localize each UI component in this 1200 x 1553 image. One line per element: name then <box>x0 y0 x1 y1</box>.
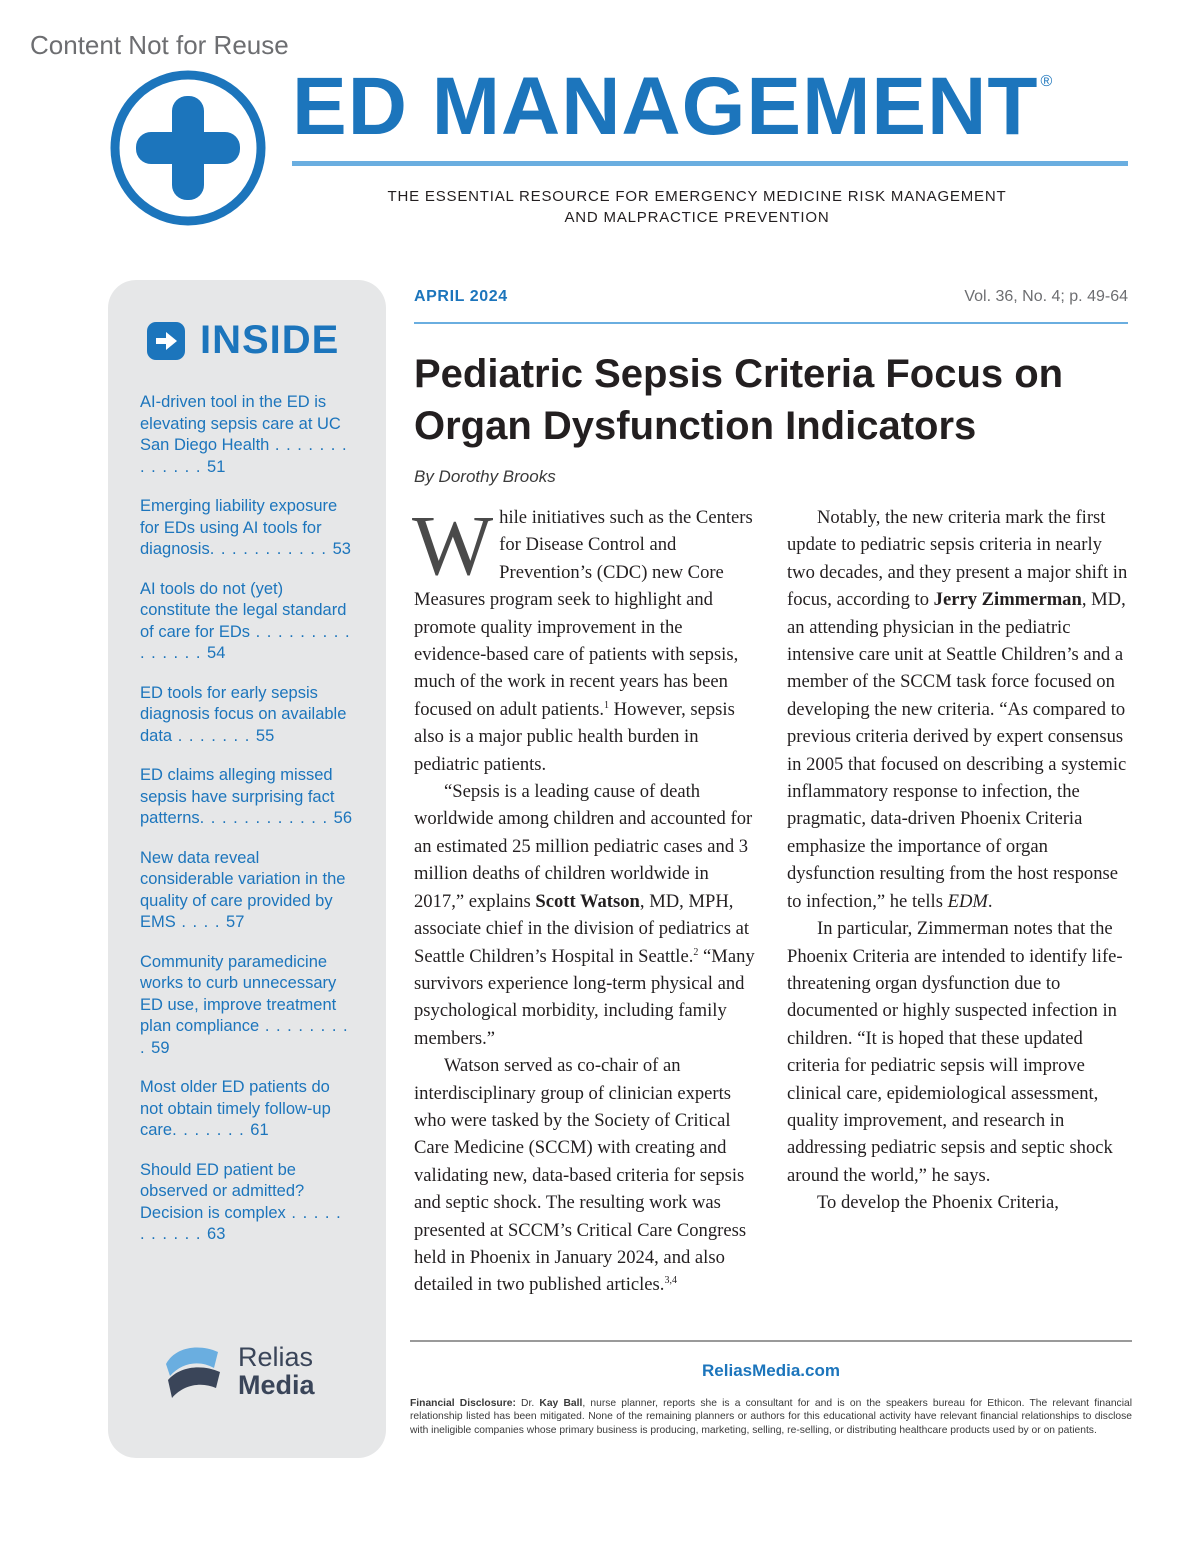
inside-toc-item[interactable]: AI-driven tool in the ED is elevating sepsis care at UC San Diego Health . . . . . . . . . . . . . 51 <box>140 393 348 476</box>
masthead-tagline: THE ESSENTIAL RESOURCE FOR EMERGENCY MEDICINE RISK MANAGEMENT AND MALPRACTICE PREVENTION <box>387 188 1007 226</box>
inside-toc-item[interactable]: Most older ED patients do not obtain timely follow-up care. . . . . . . 61 <box>140 1078 331 1139</box>
article-paragraph: Watson served as co-chair of an interdisciplinary group of clinician experts who were tasked by the Society of Critical Care Medicine (SCCM) with creating and validating new, data-based criteria for sepsis and septic shock. The resulting work was presented at SCCM’s Critical Care Congress held in Phoenix in January 2024, and also detailed in two published articles.$^{3,4}$ <box>414 1055 747 1296</box>
drop-cap: W <box>412 497 494 593</box>
inside-toc-item[interactable]: Should ED patient be observed or admitted? Decision is complex . . . . . . . . . . . 63 <box>140 1160 342 1243</box>
relias-mark-icon <box>162 1342 224 1400</box>
inside-sidebar <box>108 280 386 1458</box>
article-paragraph: While initiatives such as the Centers for Disease Control and Prevention’s (CDC) new Core Measures program seek to highlight and promote quality improvement in the evidence-based care of patients with sepsis, much of the work in recent years has been focused on adult patients.$^1$ However, sepsis also is a major public health burden in pediatric patients. <box>412 497 753 775</box>
masthead-title: ED MANAGEMENT ® <box>292 61 1054 152</box>
article-column-1 <box>412 497 756 1299</box>
person-name: Jerry Zimmerman <box>933 589 1082 611</box>
footer-rule <box>410 1340 1132 1342</box>
inside-toc-item[interactable]: ED tools for early sepsis diagnosis focus on available data . . . . . . . 55 <box>140 683 347 745</box>
inside-toc-item[interactable]: New data reveal considerable variation in the quality of care provided by EMS . . . . 57 <box>140 848 346 931</box>
issue-volume: Vol. 36, No. 4; p. 49-64 <box>964 288 1128 305</box>
medical-cross-logo-icon <box>108 68 268 228</box>
person-name: Scott Watson <box>535 890 640 912</box>
article-paragraph: To develop the Phoenix Criteria, <box>817 1192 1059 1214</box>
toc-page-number: 61 <box>250 1121 269 1139</box>
watermark-text: Content Not for Reuse <box>30 30 289 60</box>
inside-title: INSIDE <box>200 318 340 362</box>
header-rule <box>414 322 1128 324</box>
toc-page-number: 63 <box>207 1225 226 1243</box>
article-paragraph: Notably, the new criteria mark the first update to pediatric sepsis criteria in nearly two decades, and they present a major shift in focus, according to Jerry Zimmerman, MD, an attending physician in the pediatric intensive care unit at Seattle Children’s and a member of the SCCM task force focused on developing the new criteria. “As compared to previous criteria derived by expert consensus in 2005 that focused on describing a systemic inflammatory response to infection, the pragmatic, data-driven Phoenix Criteria emphasize the importance of organ dysfunction resulting from the host response to infection,” he tells EDM. <box>787 507 1128 912</box>
toc-page-number: 51 <box>207 457 226 476</box>
inside-toc-item[interactable]: Emerging liability exposure for EDs using AI tools for diagnosis. . . . . . . . . . . 53 <box>140 497 351 558</box>
article-byline: By Dorothy Brooks <box>414 467 556 486</box>
registered-mark: ® <box>1040 73 1054 90</box>
relias-logo-line2: Media <box>238 1370 315 1400</box>
inside-toc-item[interactable]: Community paramedicine works to curb unnecessary ED use, improve treatment plan compliance . . . . . . . . . 59 <box>140 952 349 1057</box>
inside-toc-item[interactable]: AI tools do not (yet) constitute the legal standard of care for EDs . . . . . . . . . . . . . . . 54 <box>140 579 351 662</box>
article-paragraph: “Sepsis is a leading cause of death worldwide among children and accounted for an estimated 25 million pediatric cases and 3 million deaths of children worldwide in 2017,” explains Scott Watson, MD, MPH, associate chief in the division of pediatrics at Seattle Children’s Hospital in Seattle.$^2$ “Many survivors experience long-term physical and psychological morbidity, including family members.” <box>414 781 755 1049</box>
article-paragraph: In particular, Zimmerman notes that the Phoenix Criteria are intended to identify life-threatening organ dysfunction due to documented or highly suspected infection in children. “It is hoped that these updated criteria for pediatric sepsis will improve clinical care, epidemiological assessment, quality improvement, and research in addressing pediatric sepsis and septic shock around the world,” he says. <box>787 918 1123 1186</box>
toc-page-number: 54 <box>207 644 226 662</box>
toc-page-number: 56 <box>333 809 353 827</box>
inside-toc-list <box>140 392 352 1264</box>
article-title: Pediatric Sepsis Criteria Focus on Organ Dysfunction Indicators <box>414 352 1064 448</box>
relias-media-logo <box>162 1342 315 1400</box>
website-link[interactable]: ReliasMedia.com <box>702 1361 840 1380</box>
financial-disclosure: Financial Disclosure: Dr. Kay Ball, nurse planner, reports she is a consultant for and is on the speakers bureau for Ethicon. The relevant financial relationship listed has been mitigated. None of the remaining planners or authors for this educational activity have relevant financial relationships to disclose with ineligible companies whose primary business is producing, marketing, selling, re-selling, or distributing healthcare products used by or on patients. <box>410 1398 1132 1436</box>
toc-page-number: 55 <box>255 726 275 745</box>
relias-logo-line1: Relias <box>238 1342 314 1372</box>
inside-toc-item[interactable]: ED claims alleging missed sepsis have surprising fact patterns. . . . . . . . . . . . 56 <box>140 766 353 827</box>
article-column-2 <box>787 504 1129 1217</box>
issue-date: APRIL 2024 <box>414 288 508 305</box>
toc-page-number: 57 <box>226 913 245 931</box>
toc-page-number: 59 <box>151 1038 170 1057</box>
arrow-right-icon <box>146 321 186 361</box>
toc-page-number: 53 <box>332 540 351 558</box>
inside-heading <box>146 318 339 363</box>
masthead-rule <box>292 161 1128 166</box>
